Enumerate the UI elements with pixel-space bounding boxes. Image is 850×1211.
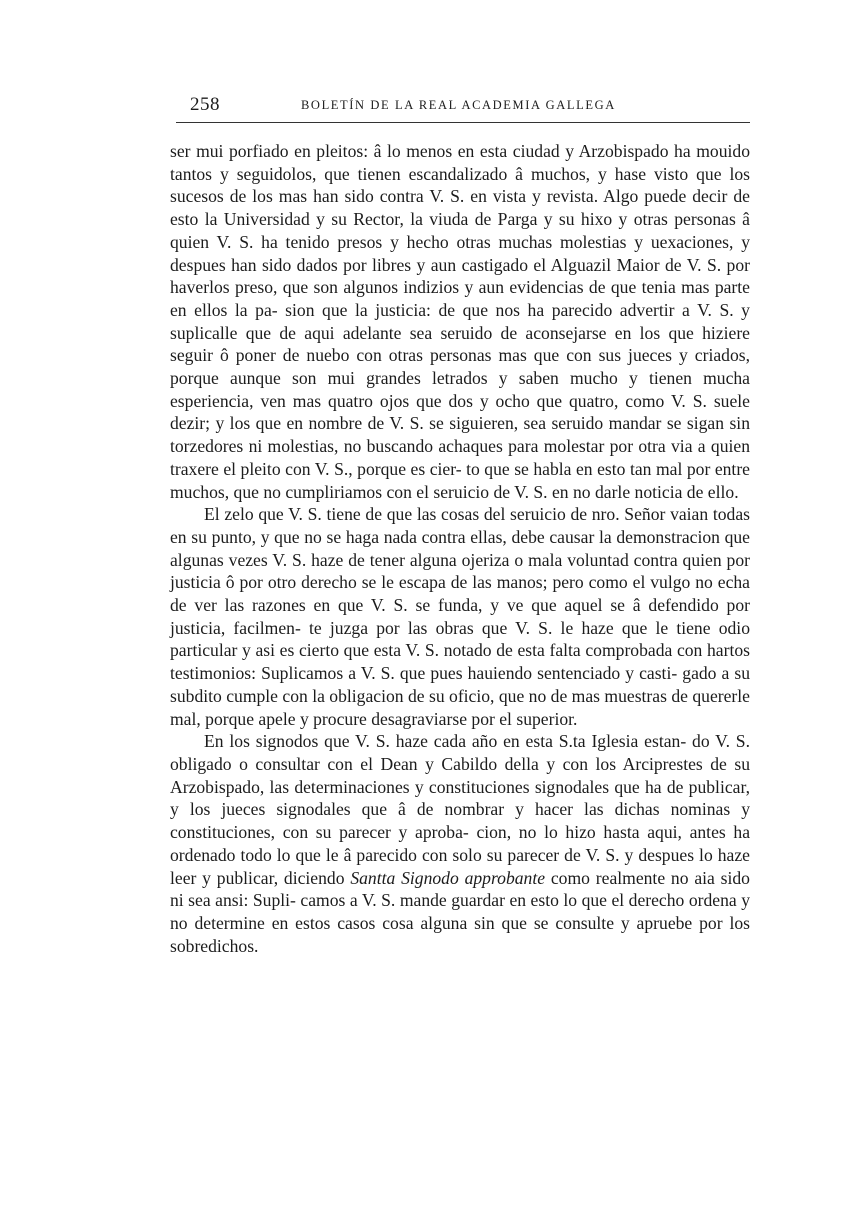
- journal-title: BOLETÍN DE LA REAL ACADEMIA GALLEGA: [301, 98, 616, 112]
- text-line: porque aunque son mui grandes letrados y saben mucho y tienen mucha: [170, 368, 750, 389]
- text-line: visto que los sucesos de los mas han sido contra V. S. en vista y revista.: [170, 163, 751, 207]
- text-line: algunos indizios y aun evidencias de que tenia mas parte en ellos la pa-: [170, 277, 750, 320]
- italic-phrase: Santta Signodo approbante: [350, 867, 546, 888]
- text-line: aun castigado el Alguazil Maior de V. S. por haverlos preso, que son: [170, 254, 750, 298]
- text-line: camos a V. S. mande guardar en esto lo que el derecho ordena y no: [170, 890, 750, 933]
- text-line: testimonios: Suplicamos a V. S. que pues hauiendo sentenciado y casti-: [170, 663, 678, 684]
- running-head: [178, 94, 750, 118]
- text-line: y hacer las dichas nominas y constituciones, con su parecer y aproba-: [170, 799, 751, 843]
- text-line: determine en estos casos cosa alguna sin que se consulte y apruebe por: [194, 912, 723, 933]
- text-line: gado a su subdito cumple con la obligacion de su oficio, que no de mas: [170, 663, 751, 706]
- text-line: signodales que ha de publicar, y los jueces signodales que â de nombrar: [170, 776, 751, 820]
- text-line: ô poner de nuebo con otras personas mas que con sus jueces y criados,: [219, 345, 750, 366]
- text-line: El zelo que V. S. tiene de que las cosas del seruicio de nro. Señor: [204, 504, 666, 525]
- text-line: mandar se sigan sin torzedores ni molestias, no buscando achaques para: [170, 413, 750, 457]
- text-line: o mala voluntad contra quien por justicia ô por otro derecho se le escapa: [170, 549, 750, 593]
- text-line: Algo puede decir de esto la Universidad y su Rector, la viuda de Parga: [170, 186, 750, 230]
- text-line: asi es cierto que esta V. S. notado de esta falta comprobada con hartos: [255, 640, 750, 661]
- text-line: sion que la justicia: de que nos ha parecido advertir a V. S. y suplicalle: [170, 299, 750, 343]
- text-line: con solo su parecer de V. S. y despues lo haze leer y publicar, diciendo: [170, 844, 750, 888]
- text-line: muchas molestias y uexaciones, y despues han sido dados por libres y: [170, 231, 750, 275]
- text-line: molestar por otra via a quien traxere el pleito con V. S., porque es cier-: [170, 436, 750, 479]
- text-line: mouido tantos y seguidolos, que tienen escandalizado â muchos, y hase: [170, 141, 750, 184]
- text-line: los sobredichos.: [170, 912, 750, 956]
- paragraph-3: [170, 730, 750, 957]
- text-line: vaian todas en su punto, y que no se haga nada contra ellas, debe causar: [170, 504, 750, 547]
- body-text: [170, 140, 750, 957]
- text-line: la demonstracion que algunas vezes V. S. haze de tener alguna ojeriza: [170, 526, 750, 570]
- text-line: muestras de quererle mal, porque apele y procure desagraviarse por el: [170, 685, 750, 729]
- text-line: con el seruicio de V. S. en no darle noticia de ello.: [386, 481, 739, 502]
- text-line: V. S. suele dezir; y los que en nombre de V. S. se siguieren, sea seruido: [170, 390, 750, 434]
- text-line: cion, no lo hizo hasta aqui, antes ha ordenado todo lo que le â parecido: [170, 822, 750, 865]
- paragraph-1: [170, 140, 750, 503]
- text-line: como realmente no aia sido ni sea ansi: Supli-: [170, 867, 750, 911]
- text-line: En los signodos que V. S. haze cada año en esta S.ta Iglesia estan-: [204, 731, 687, 752]
- page-number: 258: [190, 94, 220, 115]
- text-line: Arciprestes de su Arzobispado, las determinaciones y constituciones: [170, 753, 751, 797]
- text-line: esperiencia, ven mas quatro ojos que dos y ocho que quatro, como: [170, 390, 665, 411]
- text-line: superior.: [516, 708, 578, 729]
- text-line: do V. S. obligado o consultar con el Dean y Cabildo della y con los: [170, 731, 750, 774]
- text-line: V. S. se funda, y ve que aquel se â defendido por justicia, facilmen-: [170, 595, 751, 638]
- text-line: y su hixo y otras personas â quien V. S. ha tenido presos y hecho otras: [170, 209, 750, 252]
- text-line: te juzga por las obras que V. S. le haze que le tiene odio particular y: [170, 617, 750, 661]
- text-line: ser mui porfiado en pleitos: â lo menos en esta ciudad y Arzobispado ha: [170, 141, 691, 161]
- paragraph-2: [170, 503, 750, 730]
- text-line: de las manos; pero como el vulgo no echa de ver las razones en que: [170, 572, 750, 616]
- header-rule: [176, 122, 750, 123]
- text-line: to que se habla en esto tan mal por entre muchos, que no cumpliriamos: [170, 458, 750, 502]
- text-line: que de aqui adelante sea seruido de aconsejarse en los que hiziere seguir: [170, 322, 750, 366]
